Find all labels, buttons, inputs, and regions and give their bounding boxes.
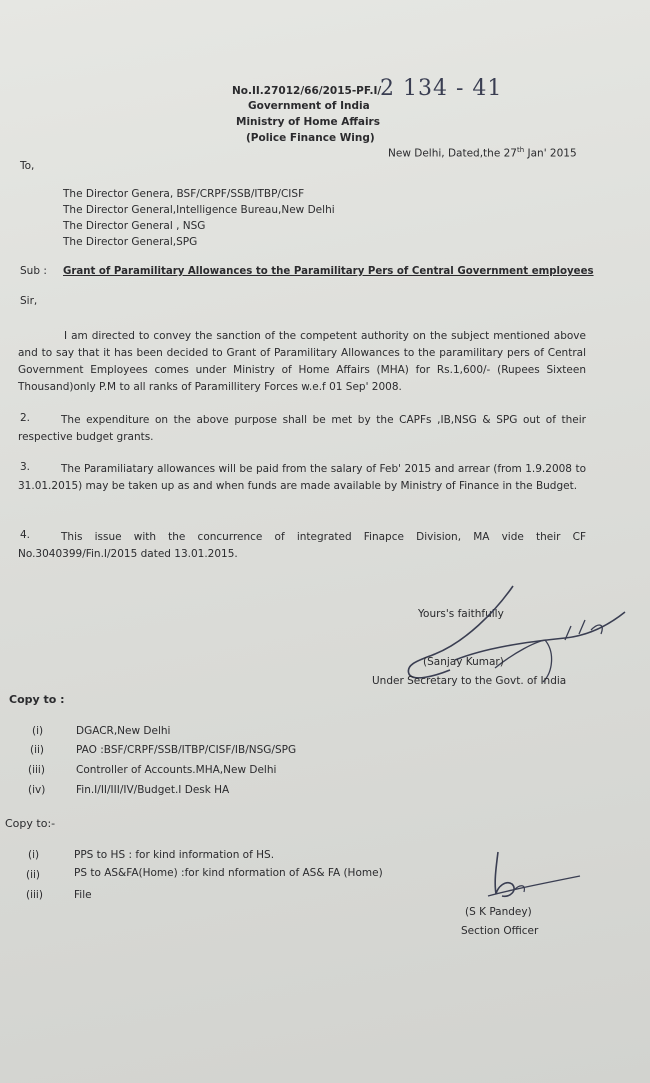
handwritten-dispatch-number: 2 134 - 41: [380, 76, 503, 101]
copy-item: File: [74, 889, 92, 901]
copy-to-label: Copy to :: [9, 693, 65, 706]
copy-item-number: (iii): [26, 889, 43, 901]
file-number: No.II.27012/66/2015-PF.I/: [232, 85, 382, 97]
paragraph-4: This issue with the concurrence of integrated Finapce Division, MA vide their CF No.3040399/Fin.I/2015 dated 13.01.2015.: [18, 531, 586, 560]
subject-label: Sub :: [20, 265, 47, 277]
addressee: The Director Genera, BSF/CRPF/SSB/ITBP/CISF: [63, 188, 305, 200]
salutation: Sir,: [20, 295, 38, 307]
officer-name: (S K Pandey): [465, 906, 532, 918]
copy-item: PPS to HS : for kind information of HS.: [74, 849, 275, 861]
copy-item-number: (ii): [26, 869, 41, 881]
addressee: The Director General,SPG: [63, 236, 198, 248]
paragraph-2: The expenditure on the above purpose shall be met by the CAPFs ,IB,NSG & SPG out of their respective budget grants.: [18, 414, 586, 443]
place-date: New Delhi, Dated,the 27th Jan' 2015: [388, 146, 577, 160]
closing: Yours's faithfully: [418, 608, 504, 620]
copy-item-number: (iv): [28, 784, 46, 796]
copy-item-number: (i): [32, 725, 44, 737]
paragraph-3-number: 3.: [20, 461, 31, 473]
copy-item: Fin.I/II/III/IV/Budget.I Desk HA: [76, 784, 230, 796]
ministry-name: Ministry of Home Affairs: [236, 116, 380, 128]
subject-text: Grant of Paramilitary Allowances to the Paramilitary Pers of Central Government employees: [63, 266, 594, 277]
org-name: Government of India: [248, 100, 370, 112]
signatory-name: (Sanjay Kumar): [423, 656, 504, 668]
officer-designation: Section Officer: [461, 925, 539, 937]
to-label: To,: [20, 160, 35, 172]
signatory-designation: Under Secretary to the Govt. of India: [372, 675, 567, 687]
signature-sk-pandey: [470, 850, 590, 910]
copy-item: PAO :BSF/CRPF/SSB/ITBP/CISF/IB/NSG/SPG: [76, 744, 297, 756]
addressee: The Director General , NSG: [63, 220, 206, 232]
copy-item-number: (ii): [30, 744, 45, 756]
paragraph-2-number: 2.: [20, 412, 31, 424]
copy-item-number: (iii): [28, 764, 45, 776]
paragraph-4-number: 4.: [20, 529, 31, 541]
copy-item: DGACR,New Delhi: [76, 725, 171, 737]
copy-item: Controller of Accounts.MHA,New Delhi: [76, 764, 277, 776]
wing-name: (Police Finance Wing): [246, 132, 375, 144]
copy-item-number: (i): [28, 849, 40, 861]
copy-item: PS to AS&FA(Home) :for kind nformation of AS& FA (Home): [74, 867, 383, 879]
paragraph-1: I am directed to convey the sanction of the competent authority on the subject mentioned above and to say that it has been decided to Grant of Paramilitary Allowances to the paramilitary pers of Central Government Employees comes under Ministry of Home Affairs (MHA) for Rs.1,600/- (Rupees Sixteen Thousand)only P.M to all ranks of Paramillitery Forces w.e.f 01 Sep' 2008.: [18, 330, 586, 393]
paragraph-3: The Paramiliatary allowances will be paid from the salary of Feb' 2015 and arrear (from 1.9.2008 to 31.01.2015) may be taken up as and when funds are made available by Ministry of Finance in the Budget.: [18, 463, 586, 492]
copy-to-label: Copy to:-: [5, 817, 56, 830]
addressee: The Director General,Intelligence Bureau,New Delhi: [63, 204, 335, 216]
